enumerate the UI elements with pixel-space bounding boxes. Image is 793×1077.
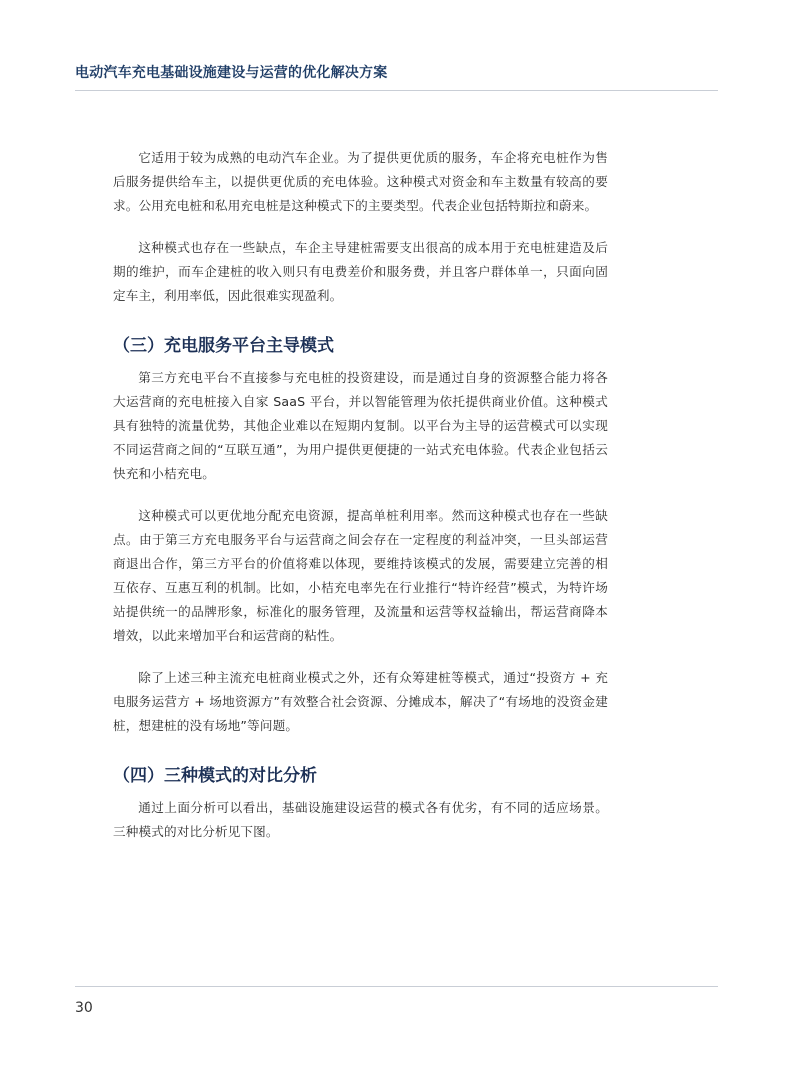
page-number: 30 [75,1000,93,1016]
body-paragraph: 通过上面分析可以看出，基础设施建设运营的模式各有优劣，有不同的适应场景。三种模式的对比分析见下图。 [113,800,608,839]
body-paragraph: 它适用于较为成熟的电动汽车企业。为了提供更优质的服务，车企将充电桩作为售后服务提供给车主，以提供更优质的充电体验。这种模式对资金和车主数量有较高的要求。公用充电桩和私用充电桩是这种模式下的主要类型。代表企业包括特斯拉和蔚来。 [113,150,608,213]
header-divider [75,90,718,91]
body-paragraph: 第三方充电平台不直接参与充电桩的投资建设，而是通过自身的资源整合能力将各大运营商的充电桩接入自家 SaaS 平台，并以智能管理为依托提供商业价值。这种模式具有独特的流量优势，其他企业难以在短期内复制。以平台为主导的运营模式可以实现不同运营商之间的“互联互通”，为用户提供更便捷的一站式充电体验。代表企业包括云快充和小桔充电。 [113,370,608,481]
body-paragraph: 这种模式也存在一些缺点，车企主导建桩需要支出很高的成本用于充电桩建造及后期的维护，而车企建桩的收入则只有电费差价和服务费，并且客户群体单一，只面向固定车主，利用率低，因此很难实现盈利。 [113,240,608,303]
running-header: 电动汽车充电基础设施建设与运营的优化解决方案 [75,65,388,81]
body-paragraph: 这种模式可以更优地分配充电资源，提高单桩利用率。然而这种模式也存在一些缺点。由于第三方充电服务平台与运营商之间会存在一定程度的利益冲突，一旦头部运营商退出合作，第三方平台的价值将难以体现，要维持该模式的发展，需要建立完善的相互依存、互惠互利的机制。比如，小桔充电率先在行业推行“特许经营”模式，为特许场站提供统一的品牌形象，标准化的服务管理，及流量和运营等权益输出，帮运营商降本增效，以此来增加平台和运营商的粘性。 [113,508,608,643]
footer-divider [75,986,718,987]
page-body [113,146,608,862]
section-heading: （三）充电服务平台主导模式 [113,336,334,356]
section-heading: （四）三种模式的对比分析 [113,766,317,786]
body-paragraph: 除了上述三种主流充电桩商业模式之外，还有众筹建桩等模式，通过“投资方 + 充电服务运营方 + 场地资源方”有效整合社会资源、分摊成本，解决了“有场地的没资金建桩，想建桩的没有场地”等问题。 [113,670,608,733]
